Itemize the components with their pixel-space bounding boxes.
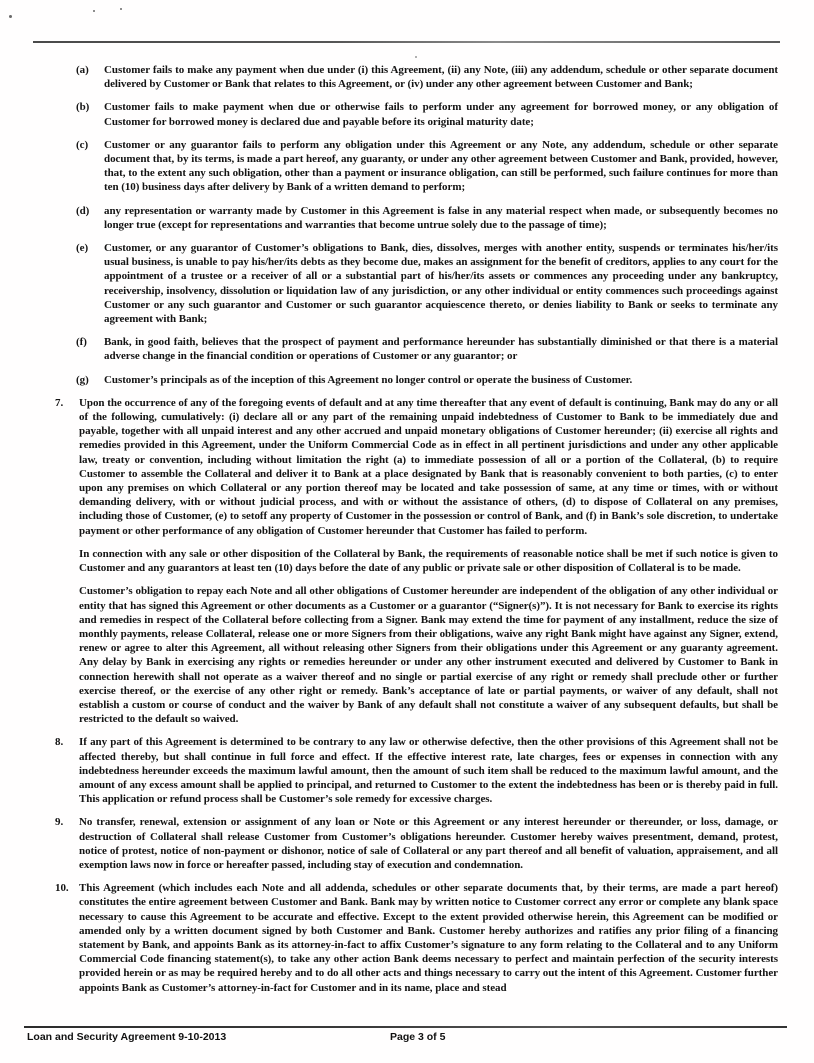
scan-speck [120, 8, 122, 10]
clause-text: Customer’s principals as of the inception of this Agreement no longer control or operate the business of Customer. [104, 373, 633, 386]
section-number: 9. [55, 816, 64, 829]
clause-item-b [76, 100, 778, 128]
section-text: No transfer, renewal, extension or assignment of any loan or Note or this Agreement or any interest hereunder or thereunder, or loss, damage, or destruction of Collateral shall release Customer from Customer’s obligations hereunder. Customer hereby waives presentment, demand, protest, notice of protest, notice of non-payment or dishonor, notice of sale of Collateral or any part thereof and all benefit of valuation, appraisement, and all exemption laws now in force or hereafter passed, including stay of execution and condemnation. [79, 816, 778, 871]
section-9 [55, 815, 778, 872]
section-number: 10. [55, 882, 69, 895]
clause-label: (g) [76, 373, 89, 386]
clause-item-e [76, 241, 778, 326]
clause-label: (b) [76, 101, 90, 114]
footer-horizontal-rule [24, 1026, 787, 1028]
section-number: 7. [55, 396, 64, 409]
section-8 [55, 735, 778, 806]
clause-text: Customer fails to make any payment when due under (i) this Agreement, (ii) any Note, (iii) any addendum, schedule or other separate document delivered by Customer or Bank that relates to this Agreement, or (iv) under any other agreement between Customer and Bank; [104, 64, 778, 91]
section-text: If any part of this Agreement is determined to be contrary to any law or otherwise defective, then the other provisions of this Agreement shall not be affected thereby, but shall continue in full force and effect. If the effective interest rate, late charges, fees or expenses in connection with any indebtedness hereunder exceeds the maximum lawful amount, then the amount of such item shall be reduced to the maximum lawful amount, and the amount of any excess amount shall be applied to principal, and returned to Customer to the extent the indebtedness has been or is thereby paid in full. This application or refund process shall be Customer’s sole remedy for excessive charges. [79, 736, 778, 806]
section-7 [55, 396, 778, 538]
clause-item-c [76, 138, 778, 195]
clause-text: Customer fails to make payment when due or otherwise fails to perform under any agreement for borrowed money, or any obligation of Customer for borrowed money is declared due and payable before its original maturity date; [104, 101, 778, 128]
clause-text: any representation or warranty made by Customer in this Agreement is false in any material respect when made, or subsequently becomes no longer true (except for representations and warranties that become untrue solely due to the passage of time); [104, 204, 778, 231]
section-text: Upon the occurrence of any of the foregoing events of default and at any time thereafter that any event of default is continuing, Bank may do any or all of the following, cumulatively: (i) declare all or any part of the remaining unpaid indebtedness of Customer to Bank to be immediately due and payable, together with all unpaid interest and any other accrued and unpaid monetary obligations of Customer hereunder; (ii) exercise all rights and remedies provided in this Agreement, under the Uniform Commercial Code as in effect in all pertinent jurisdictions and under any other applicable law, treaty or convention, including without limitation the right (a) to immediate possession of all or a portion of the Collateral, (b) to require Customer to assemble the Collateral and deliver it to Bank at a place designated by Bank that is reasonably convenient to both parties, (c) to enter upon any premises on which Collateral or any portion thereof may be located and take possession of same, at any time or times, with or without demanding delivery, with or without judicial process, and with or without the assistance of others, (d) to dispose of Collateral on any premises, including those of Customer, (e) to setoff any property of Customer in the possession or control of Bank, and (f) in Bank’s sole discretion, to undertake payment or other performance of any obligation of Customer hereunder that Customer has failed to perform. [79, 396, 778, 537]
clause-label: (d) [76, 204, 90, 217]
clause-label: (f) [76, 336, 87, 349]
clause-item-g [76, 373, 778, 387]
clause-item-d [76, 204, 778, 232]
document-body [55, 63, 778, 1004]
section-10 [55, 881, 778, 995]
scan-speck [93, 10, 95, 12]
footer-document-title: Loan and Security Agreement 9-10-2013 [27, 1031, 227, 1043]
top-horizontal-rule [33, 41, 780, 43]
scan-speck [415, 56, 417, 58]
section-7-paragraph-2: In connection with any sale or other disposition of the Collateral by Bank, the requirements of reasonable notice shall be met if such notice is given to Customer and any guarantors at least ten (10) days before the date of any public or private sale or other disposition of Collateral is to be made. [79, 547, 778, 575]
clause-item-a [76, 63, 778, 91]
clause-text: Customer, or any guarantor of Customer’s obligations to Bank, dies, dissolves, merges with another entity, suspends or terminates his/her/its usual business, is unable to pay his/her/its debts as they become due, makes an assignment for the benefit of creditors, applies to any court for the appointment of a trustee or a receiver of all or a substantial part of his/her/its assets or commences any proceeding under any bankruptcy, receivership, insolvency, dissolution or liquidation law of any jurisdiction, or any other individual or entity commences such proceedings against Customer or any such guarantor and Customer or such guarantor acquiescence thereto, or denies liability to Bank or seeks to terminate any agreement with Bank; [104, 242, 778, 326]
section-number: 8. [55, 736, 64, 749]
clause-label: (c) [76, 138, 89, 151]
clause-label: (e) [76, 242, 89, 255]
section-7-paragraph-3: Customer’s obligation to repay each Note and all other obligations of Customer hereunder are independent of the obligation of any other individual or entity that has signed this Agreement or other documents as a Customer or a guarantor (“Signer(s)”). It is not necessary for Bank to exercise its rights and remedies in respect of the Collateral before collecting from a Signer. Bank may extend the time for payment of any installment, reduce the size of monthly payments, release Collateral, release one or more Signers from their obligations, waive any right Bank might have against any Signer, extend, renew or agree to alter this Agreement, all without releasing other Signers from their obligations under this Agreement or any guaranty agreement. Any delay by Bank in exercising any rights or remedies hereunder or under any other instrument executed and delivered by Customer to Bank in connection herewith shall not operate as a waiver thereof and no single or partial exercise of any right or remedy shall preclude other or further exercise thereof, or the exercise of any other right or remedy. Bank’s acceptance of late or partial payments, or waiver of any default, shall not establish a custom or course of conduct and the waiver by Bank of any default shall not constitute a waiver of any subsequent defaults, but shall be restricted to the default so waived. [79, 585, 778, 726]
section-text: This Agreement (which includes each Note and all addenda, schedules or other separate documents that, by their terms, are made a part hereof) constitutes the entire agreement between Customer and Bank. Bank may by written notice to Customer correct any error or complete any blank space necessary to cause this Agreement to be accurate and effective. Except to the extent provided otherwise herein, this Agreement can be modified or amended only by a written document signed by both Customer and Bank. Customer hereby authorizes and ratifies any prior filing of a financing statement by Bank, and appoints Bank as its attorney-in-fact to affix Customer’s signature to any form relating to the Collateral and to any Uniform Commercial Code financing statement(s), to take any other action Bank deems necessary to perfect and maintain perfection of the security interests provided herein or as may be required hereby and to do all other acts and things necessary to carry out the intent of this Agreement. Customer further appoints Bank as Customer’s attorney-in-fact for Customer and in its name, place and stead [79, 882, 778, 994]
clause-item-f [76, 335, 778, 363]
clause-label: (a) [76, 64, 89, 76]
footer-page-number: Page 3 of 5 [390, 1031, 446, 1043]
scan-speck [9, 15, 12, 18]
clause-text: Customer or any guarantor fails to perform any obligation under this Agreement or any Note, any addendum, schedule or other separate document that, by its terms, is made a part hereof, any guaranty, or under any other agreement between Customer and Bank, provided, however, that, to the extent any such obligation, other than a payment or insurance obligation, can still be performed, such failure continues for more than ten (10) business days after delivery by Bank of a written demand to perform; [104, 138, 778, 194]
clause-text: Bank, in good faith, believes that the prospect of payment and performance hereunder has substantially diminished or that there is a material adverse change in the financial condition or operations of Customer or any guarantor; or [104, 336, 778, 363]
page-footer [0, 1031, 814, 1047]
